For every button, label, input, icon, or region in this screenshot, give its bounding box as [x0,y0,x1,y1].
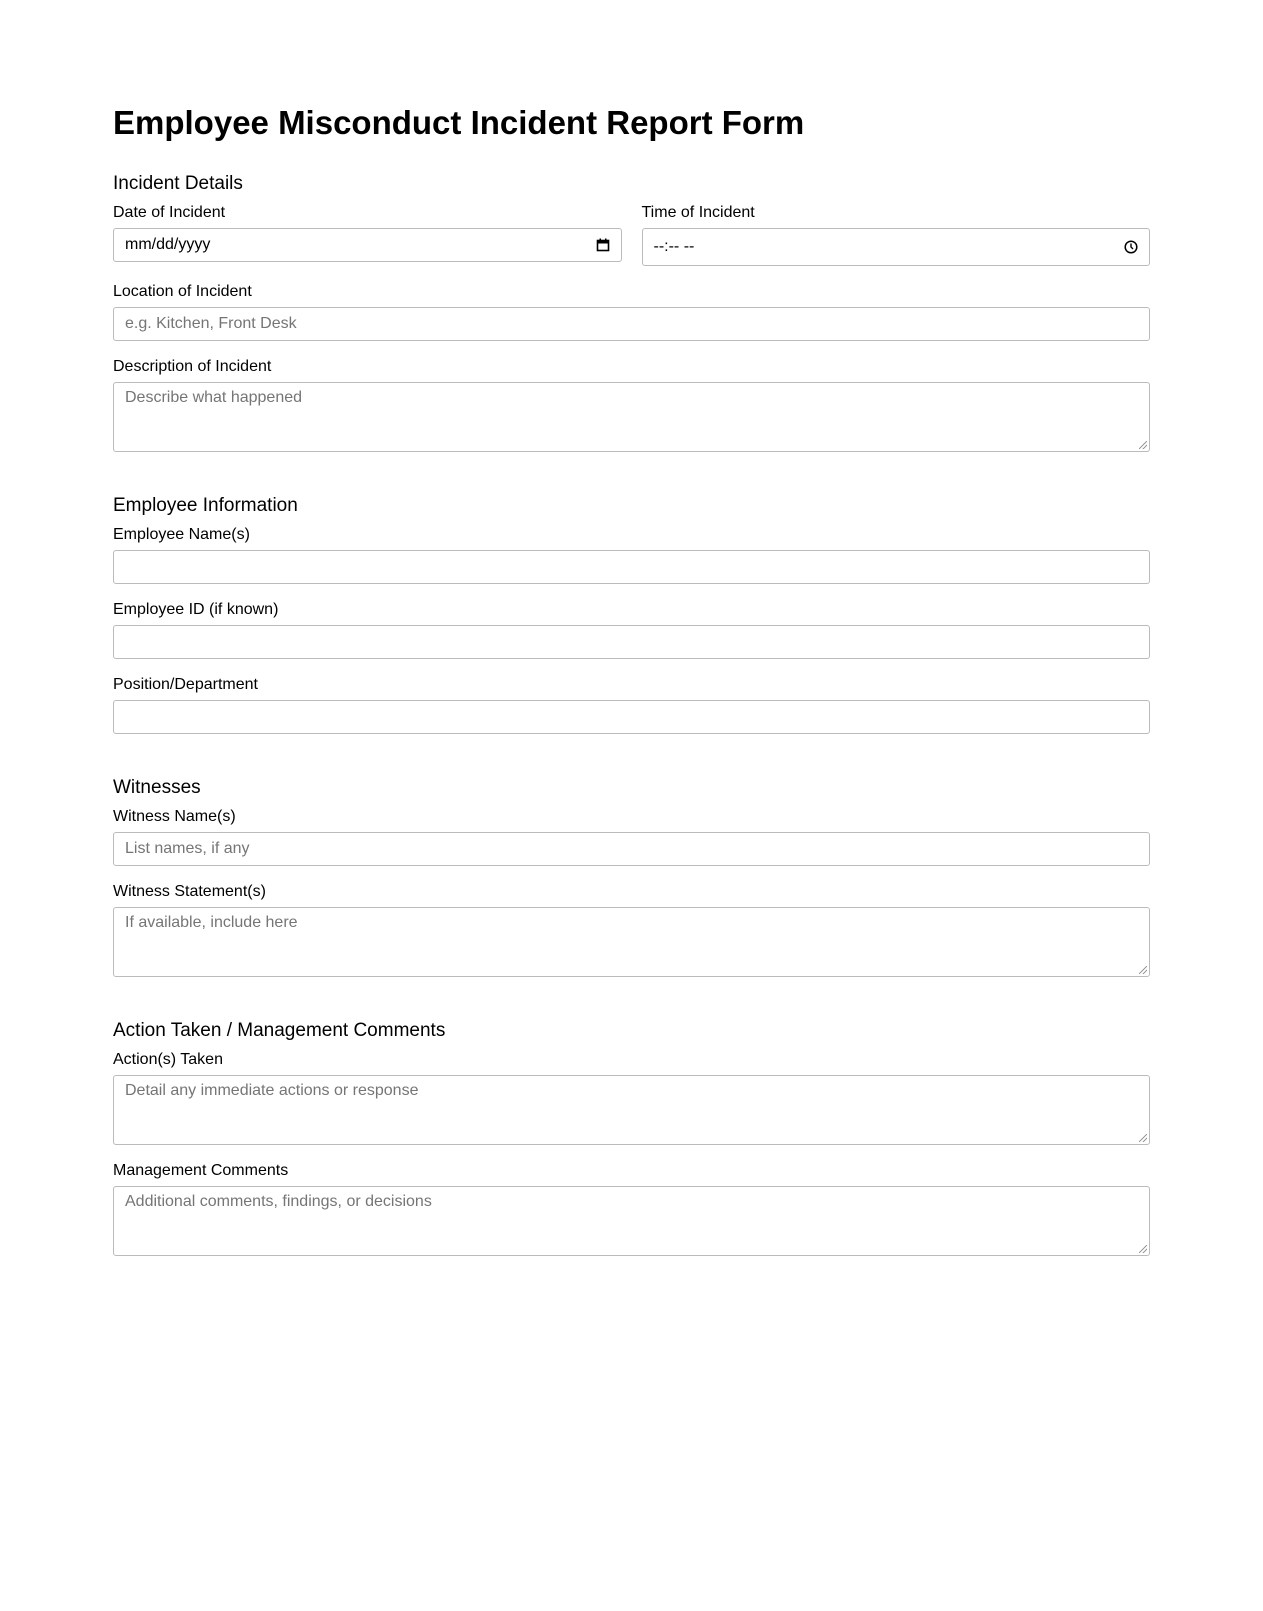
section-employee-information [113,494,1150,734]
resize-handle[interactable] [1139,1134,1147,1142]
time-label: Time of Incident [641,204,755,221]
witness-statements-label: Witness Statement(s) [113,883,266,900]
date-input[interactable] [113,228,622,262]
employee-id-input[interactable] [113,625,1150,659]
employee-name-label: Employee Name(s) [113,526,250,543]
actions-textarea[interactable] [113,1075,1150,1145]
witness-names-input[interactable] [113,832,1150,866]
resize-handle[interactable] [1139,1245,1147,1253]
employee-id-label: Employee ID (if known) [113,601,279,618]
incident-report-form [113,100,1150,1273]
resize-handle[interactable] [1139,441,1147,449]
location-placeholder: e.g. Kitchen, Front Desk [125,315,297,332]
location-input[interactable] [113,307,1150,341]
section-heading: Witnesses [113,777,201,798]
description-label: Description of Incident [113,358,272,375]
location-label: Location of Incident [113,283,252,300]
witness-names-label: Witness Name(s) [113,808,236,825]
description-textarea[interactable] [113,382,1150,452]
comments-placeholder: Additional comments, findings, or decisions [125,1193,432,1210]
section-heading: Employee Information [113,495,298,516]
actions-label: Action(s) Taken [113,1051,223,1068]
time-input[interactable] [642,228,1151,266]
actions-placeholder: Detail any immediate actions or response [125,1082,419,1099]
employee-name-input[interactable] [113,550,1150,584]
description-placeholder: Describe what happened [125,389,303,406]
witness-statements-textarea[interactable] [113,907,1150,977]
comments-textarea[interactable] [113,1186,1150,1256]
position-input[interactable] [113,700,1150,734]
section-witnesses [113,776,1150,977]
section-incident-details [113,172,1150,452]
date-label: Date of Incident [113,204,226,221]
witness-names-placeholder: List names, if any [125,840,250,857]
position-label: Position/Department [113,676,258,693]
resize-handle[interactable] [1139,966,1147,974]
section-heading: Incident Details [113,173,243,194]
section-action-taken [113,1019,1150,1256]
page-title: Employee Misconduct Incident Report Form [113,104,805,141]
section-heading: Action Taken / Management Comments [113,1020,446,1041]
clock-icon[interactable] [1124,240,1138,254]
calendar-icon[interactable] [596,238,610,252]
comments-label: Management Comments [113,1162,289,1179]
witness-statements-placeholder: If available, include here [125,914,298,931]
time-value: --:-- -- [653,238,695,255]
date-value: mm/dd/yyyy [125,236,211,253]
